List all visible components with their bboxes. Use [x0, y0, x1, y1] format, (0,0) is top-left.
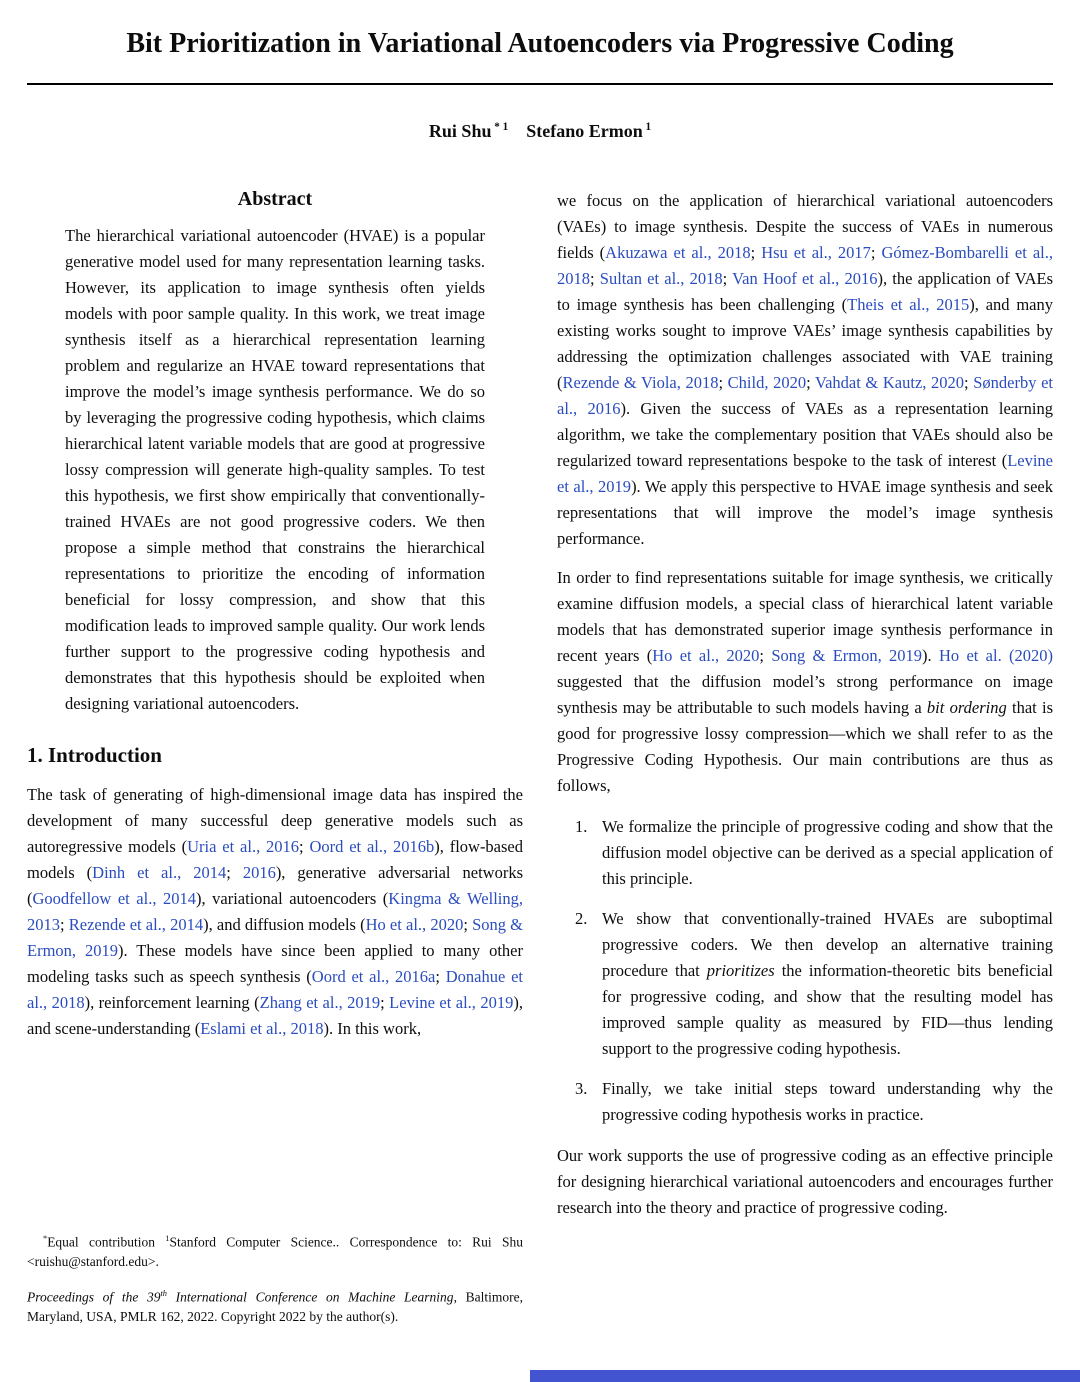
text-run: ), flow-based models (: [27, 837, 524, 882]
contribution-number: 1.: [575, 817, 588, 836]
footnote-block: [27, 1229, 523, 1340]
text-run: ). Given the success of VAEs as a representation learning algorithm, we take the complementary position that VAEs should also be regularized toward representations bespoke to the task of interest (: [557, 399, 1053, 470]
text-run: bit ordering: [926, 698, 1007, 717]
text-run: ;: [590, 269, 600, 288]
closing-paragraph: Our work supports the use of progressive coding as an effective principle for designing hierarchical variational autoencoders and encourages further research into the theory and practice of progressive coding.: [557, 1146, 1053, 1217]
text-run: ;: [750, 243, 762, 262]
text-run: Proceedings of the 39: [27, 1289, 161, 1304]
citation-link[interactable]: Donahue et al., 2018: [27, 967, 523, 1012]
left-column: [27, 188, 523, 1340]
text-run: Finally, we take initial steps toward understanding why the progressive coding hypothesis works in practice.: [602, 1079, 1053, 1124]
citation-link[interactable]: Uria et al., 2016: [187, 837, 300, 856]
footnote-proceedings: [27, 1284, 523, 1327]
text-run: ;: [380, 993, 390, 1012]
superscript: th: [160, 1288, 167, 1298]
text-run: The task of generating of high-dimensional image data has inspired the development of many successful deep generative models such as autoregressive models (: [27, 785, 523, 856]
citation-link[interactable]: Ho et al. (2020): [938, 646, 1054, 665]
text-run: Rui Shu: [428, 121, 492, 141]
citation-link[interactable]: Van Hoof et al., 2016: [732, 269, 878, 288]
contribution-item-1: [575, 814, 1053, 892]
text-run: ). We apply this perspective to HVAE image synthesis and seek representations that will improve the model’s image synthesis performance.: [557, 477, 1053, 548]
citation-link[interactable]: Eslami et al., 2018: [200, 1019, 324, 1038]
text-run: ). In this work,: [323, 1019, 422, 1038]
paper-title: Bit Prioritization in Variational Autoencoders via Progressive Coding: [126, 28, 954, 59]
citation-link[interactable]: Song & Ermon, 2019: [27, 915, 523, 960]
text-run: ), and diffusion models (: [203, 915, 366, 934]
text-run: ), the application of VAEs to image synthesis has been challenging (: [557, 269, 1053, 314]
contribution-number: 3.: [575, 1079, 588, 1098]
citation-link[interactable]: Hsu et al., 2017: [761, 243, 871, 262]
text-run: ), variational autoencoders (: [195, 889, 389, 908]
citation-link[interactable]: Akuzawa et al., 2018: [605, 243, 751, 262]
text-run: Equal contribution: [47, 1234, 166, 1250]
citation-link[interactable]: Sønderby et al., 2016: [557, 373, 1053, 418]
right-paragraph-1: [557, 188, 1053, 552]
citation-link[interactable]: Levine et al., 2019: [389, 993, 514, 1012]
citation-link[interactable]: 2016: [242, 863, 276, 882]
citation-link[interactable]: Sultan et al., 2018: [599, 269, 723, 288]
citation-link[interactable]: Oord et al., 2016a: [311, 967, 436, 986]
text-run: ;: [964, 373, 974, 392]
right-paragraph-2: [557, 565, 1053, 799]
text-run: ;: [759, 646, 772, 665]
citation-link[interactable]: Oord et al., 2016b: [309, 837, 435, 856]
citation-link[interactable]: Gómez-Bombarelli et al., 2018: [557, 243, 1053, 288]
citation-link[interactable]: Rezende & Viola, 2018: [562, 373, 719, 392]
citation-link[interactable]: Ho et al., 2020: [652, 646, 760, 665]
text-run: we focus on the application of hierarchical variational autoencoders (VAEs) to image synthesis. Despite the success of VAEs in numerous fields (: [557, 191, 1053, 262]
contribution-text: [602, 906, 1053, 1062]
citation-link[interactable]: Child, 2020: [727, 373, 807, 392]
superscript: 1: [642, 121, 652, 133]
citation-link[interactable]: Rezende et al., 2014: [68, 915, 204, 934]
text-run: ;: [226, 863, 243, 882]
text-run: ).: [922, 646, 939, 665]
text-run: ;: [60, 915, 69, 934]
citation-link[interactable]: Ho et al., 2020: [365, 915, 464, 934]
text-run: , Baltimore, Maryland, USA, PMLR 162, 2022. Copyright 2022 by the author(s).: [27, 1289, 523, 1324]
superscript: *: [43, 1234, 48, 1243]
text-run: ;: [435, 967, 446, 986]
text-run: ), reinforcement learning (: [84, 993, 260, 1012]
right-column: [557, 188, 1053, 1340]
citation-link[interactable]: Zhang et al., 2019: [259, 993, 381, 1012]
citation-link[interactable]: Levine et al., 2019: [557, 451, 1053, 496]
contribution-text: [602, 814, 1053, 892]
text-run: Stefano Ermon: [508, 121, 643, 141]
contribution-item-2: [575, 906, 1053, 1062]
text-run: ), and many existing works sought to improve VAEs’ image synthesis capabilities by addressing the optimization challenges associated with VAE training (: [557, 295, 1053, 392]
abstract-heading: Abstract: [237, 188, 313, 210]
text-run: ), generative adversarial networks (: [27, 863, 523, 908]
text-run: We formalize the principle of progressive coding and show that the diffusion model objective can be derived as a special application of this principle.: [602, 817, 1053, 888]
text-run: suggested that the diffusion model’s strong performance on image synthesis may be attributable to such models having a: [557, 672, 1053, 717]
text-run: ;: [299, 837, 310, 856]
superscript: 1: [165, 1234, 170, 1243]
text-run: that is good for progressive lossy compression—which we shall refer to as the Progressive Coding Hypothesis. Our main contributions are thus as follows,: [557, 698, 1053, 795]
title-rule: [27, 83, 1053, 85]
text-run: We show that conventionally-trained HVAEs are suboptimal progressive coders. We then develop an alternative training procedure that: [602, 909, 1053, 980]
citation-link[interactable]: Kingma & Welling, 2013: [27, 889, 524, 934]
text-run: ;: [722, 269, 733, 288]
contribution-text: [602, 1076, 1053, 1128]
text-run: ;: [718, 373, 728, 392]
authors-line: [27, 121, 1053, 142]
two-column-body: [27, 188, 1053, 1340]
text-run: ;: [463, 915, 473, 934]
text-run: In order to find representations suitable for image synthesis, we critically examine diffusion models, a special class of hierarchical latent variable models that has demonstrated superior image synthesis performance in recent years (: [557, 568, 1053, 665]
text-run: Stanford Computer Science.. Correspondence to: Rui Shu <ruishu@stanford.edu>.: [27, 1234, 523, 1269]
introduction-paragraph: [27, 782, 523, 1042]
citation-link[interactable]: Song & Ermon, 2019: [771, 646, 923, 665]
text-run: ), and scene-understanding (: [27, 993, 523, 1038]
bottom-blue-bar: [530, 1370, 1080, 1382]
citation-link[interactable]: Goodfellow et al., 2014: [32, 889, 196, 908]
text-run: the information-theoretic bits beneficial for progressive coding, and show that the resulting model has improved sample quality as measured by FID—thus lending support to the progressive coding hypothesis.: [602, 961, 1053, 1058]
abstract-body: The hierarchical variational autoencoder (HVAE) is a popular generative model used for many representation learning tasks. However, its application to image synthesis often yields models with poor sample quality. In this work, we treat image synthesis itself as a hierarchical representation learning problem and regularize an HVAE toward representations that improve the model’s image synthesis performance. We do so by leveraging the progressive coding hypothesis, which claims hierarchical latent variable models that are good at progressive lossy compression will generate high-quality samples. To test this hypothesis, we first show empirically that conventionally-trained HVAEs are not good progressive coders. We then propose a simple method that constrains the hierarchical representations to prioritize the encoding of information beneficial for lossy compression, and show that this modification leads to improved sample quality. Our work lends further support to the progressive coding hypothesis and demonstrates that this hypothesis should be exploited when designing variational autoencoders.: [65, 226, 485, 713]
text-run: International Conference on Machine Learning: [167, 1289, 454, 1304]
superscript: * 1: [491, 121, 509, 133]
citation-link[interactable]: Theis et al., 2015: [847, 295, 970, 314]
text-run: prioritizes: [706, 961, 775, 980]
citation-link[interactable]: Dinh et al., 2014: [92, 863, 227, 882]
contribution-number: 2.: [575, 909, 588, 928]
footnote-equal-contribution: [27, 1229, 523, 1272]
contributions-list: [557, 814, 1053, 1128]
section-heading-introduction: 1. Introduction: [27, 743, 162, 767]
text-run: ;: [806, 373, 815, 392]
contribution-item-3: [575, 1076, 1053, 1128]
text-run: ). These models have since been applied to many other modeling tasks such as speech synthesis (: [27, 941, 523, 986]
citation-link[interactable]: Vahdat & Kautz, 2020: [815, 373, 965, 392]
text-run: ;: [870, 243, 882, 262]
